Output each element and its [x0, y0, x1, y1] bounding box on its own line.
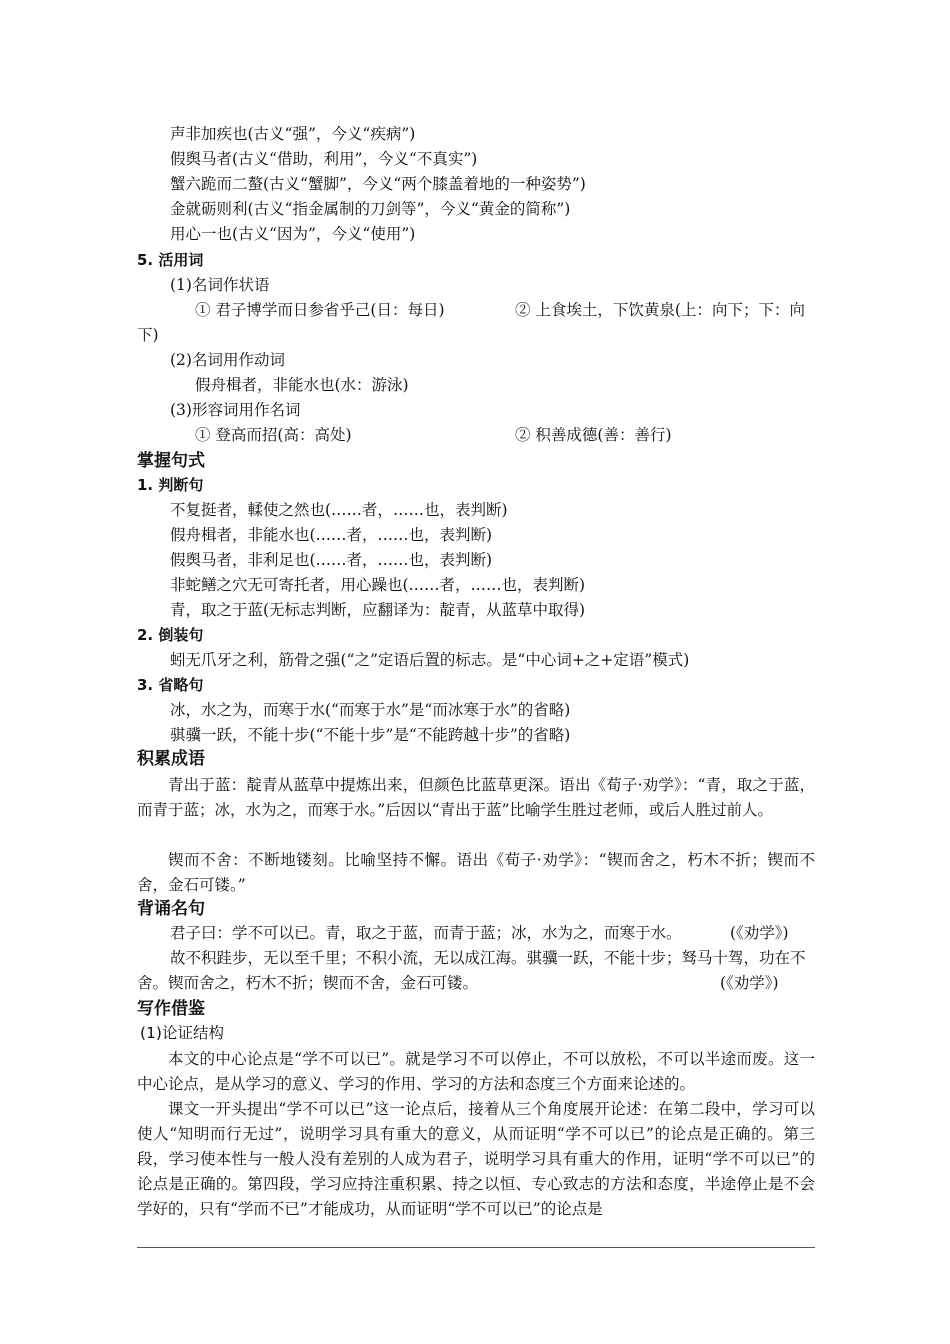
chengyu-paragraph-1: 青出于蓝：靛青从蓝草中提炼出来，但颜色比蓝草更深。语出《荀子·劝学》：“青，取之于蓝，而青于蓝；冰，水为之，而寒于水。”后因以“青出于蓝”比喻学生胜过老师，或后人胜过前人。	[137, 776, 815, 819]
adj-noun-ex1: ① 登高而招(高：高处)	[195, 426, 352, 444]
daozhuang-title: 2. 倒装句	[137, 626, 204, 644]
gujin-line-2: 假舆马者(古义“借助，利用”，今义“不真实”)	[170, 150, 478, 168]
noun-adverbial-ex2-wrap: 下)	[137, 326, 159, 344]
shenglue-line-2: 骐骥一跃，不能十步(“不能十步”是“不能跨越十步”的省略)	[170, 726, 571, 744]
noun-verb-label: (2)名词用作动词	[170, 351, 285, 369]
section-heading-jushi: 掌握句式	[137, 451, 205, 471]
xiezuo-paragraph-1: 本文的中心论点是“学不可以已”。就是学习不可以停止，不可以放松，不可以半途而废。这一中心论点，是从学习的意义、学习的作用、学习的方法和态度三个方面来论述的。	[137, 1050, 815, 1093]
footer-rule	[137, 1247, 815, 1248]
huoyong-title: 5. 活用词	[137, 251, 204, 269]
noun-adverbial-label: (1)名词作状语	[170, 276, 270, 294]
adj-noun-label: (3)形容词用作名词	[170, 401, 301, 419]
noun-adverbial-ex2: ② 上食埃土，下饮黄泉(上：向下；下：向	[515, 301, 805, 319]
panduan-line-3: 假舆马者，非利足也(……者，……也，表判断)	[170, 551, 493, 569]
section-heading-xiezuo: 写作借鉴	[137, 999, 205, 1019]
gujin-line-1: 声非加疾也(古义“强”，今义“疾病”)	[170, 125, 416, 143]
mingju-line-1: 君子曰：学不可以已。青，取之于蓝，而青于蓝；冰，水为之，而寒于水。	[170, 924, 682, 942]
panduan-line-4: 非蛇鳝之穴无可寄托者，用心躁也(……者，……也，表判断)	[170, 576, 586, 594]
gujin-line-5: 用心一也(古义“因为”，今义“使用”)	[170, 225, 416, 243]
panduan-line-5: 青，取之于蓝(无标志判断，应翻译为：靛青，从蓝草中取得)	[170, 601, 586, 619]
section-heading-chengyu: 积累成语	[137, 749, 205, 769]
xiezuo-subheading: (1)论证结构	[140, 1024, 224, 1042]
mingju-line-2: 故不积跬步，无以至千里；不积小流，无以成江海。骐骥一跃，不能十步；驽马十驾，功在不	[170, 949, 806, 967]
xiezuo-paragraph-2: 课文一开头提出“学不可以已”这一论点后，接着从三个角度展开论述：在第二段中，学习可以使人“知明而行无过”，说明学习具有重大的意义，从而证明“学不可以已”的论点是正确的。第三段，学习使本性与一般人没有差别的人成为君子，说明学习具有重大的作用，证明“学不可以已”的论点是正确的。第四段，学习应持注重积累、持之以恒、专心致志的方法和态度，半途停止是不会学好的，只有“学而不已”才能成功，从而证明“学不可以已”的论点是	[137, 1100, 815, 1218]
panduan-title: 1. 判断句	[137, 476, 204, 494]
panduan-line-1: 不复挺者，輮使之然也(……者，……也，表判断)	[170, 501, 508, 519]
daozhuang-line-1: 蚓无爪牙之利，筋骨之强(“之”定语后置的标志。是“中心词+之+定语”模式)	[170, 651, 690, 669]
mingju-line-3: 舍。锲而舍之，朽木不折；锲而不舍，金石可镂。	[137, 974, 479, 992]
gujin-line-4: 金就砺则利(古义“指金属制的刀剑等”，今义“黄金的简称”)	[170, 200, 571, 218]
mingju-line-1-source: (《劝学》)	[730, 924, 789, 942]
section-heading-mingju: 背诵名句	[137, 899, 205, 919]
noun-verb-ex: 假舟楫者，非能水也(水：游泳)	[195, 376, 409, 394]
chengyu-paragraph-2: 锲而不舍：不断地镂刻。比喻坚持不懈。语出《荀子·劝学》：“锲而舍之，朽木不折；锲而不舍，金石可镂。”	[137, 851, 815, 894]
adj-noun-ex2: ② 积善成德(善：善行)	[515, 426, 672, 444]
noun-adverbial-ex1: ① 君子博学而日参省乎己(日：每日)	[195, 301, 445, 319]
mingju-line-3-source: (《劝学》)	[720, 974, 779, 992]
gujin-line-3: 蟹六跪而二螯(古义“蟹脚”，今义“两个膝盖着地的一种姿势”)	[170, 175, 586, 193]
panduan-line-2: 假舟楫者，非能水也(……者，……也，表判断)	[170, 526, 493, 544]
shenglue-line-1: 冰，水之为，而寒于水(“而寒于水”是“而冰寒于水”的省略)	[170, 701, 571, 719]
shenglue-title: 3. 省略句	[137, 676, 204, 694]
